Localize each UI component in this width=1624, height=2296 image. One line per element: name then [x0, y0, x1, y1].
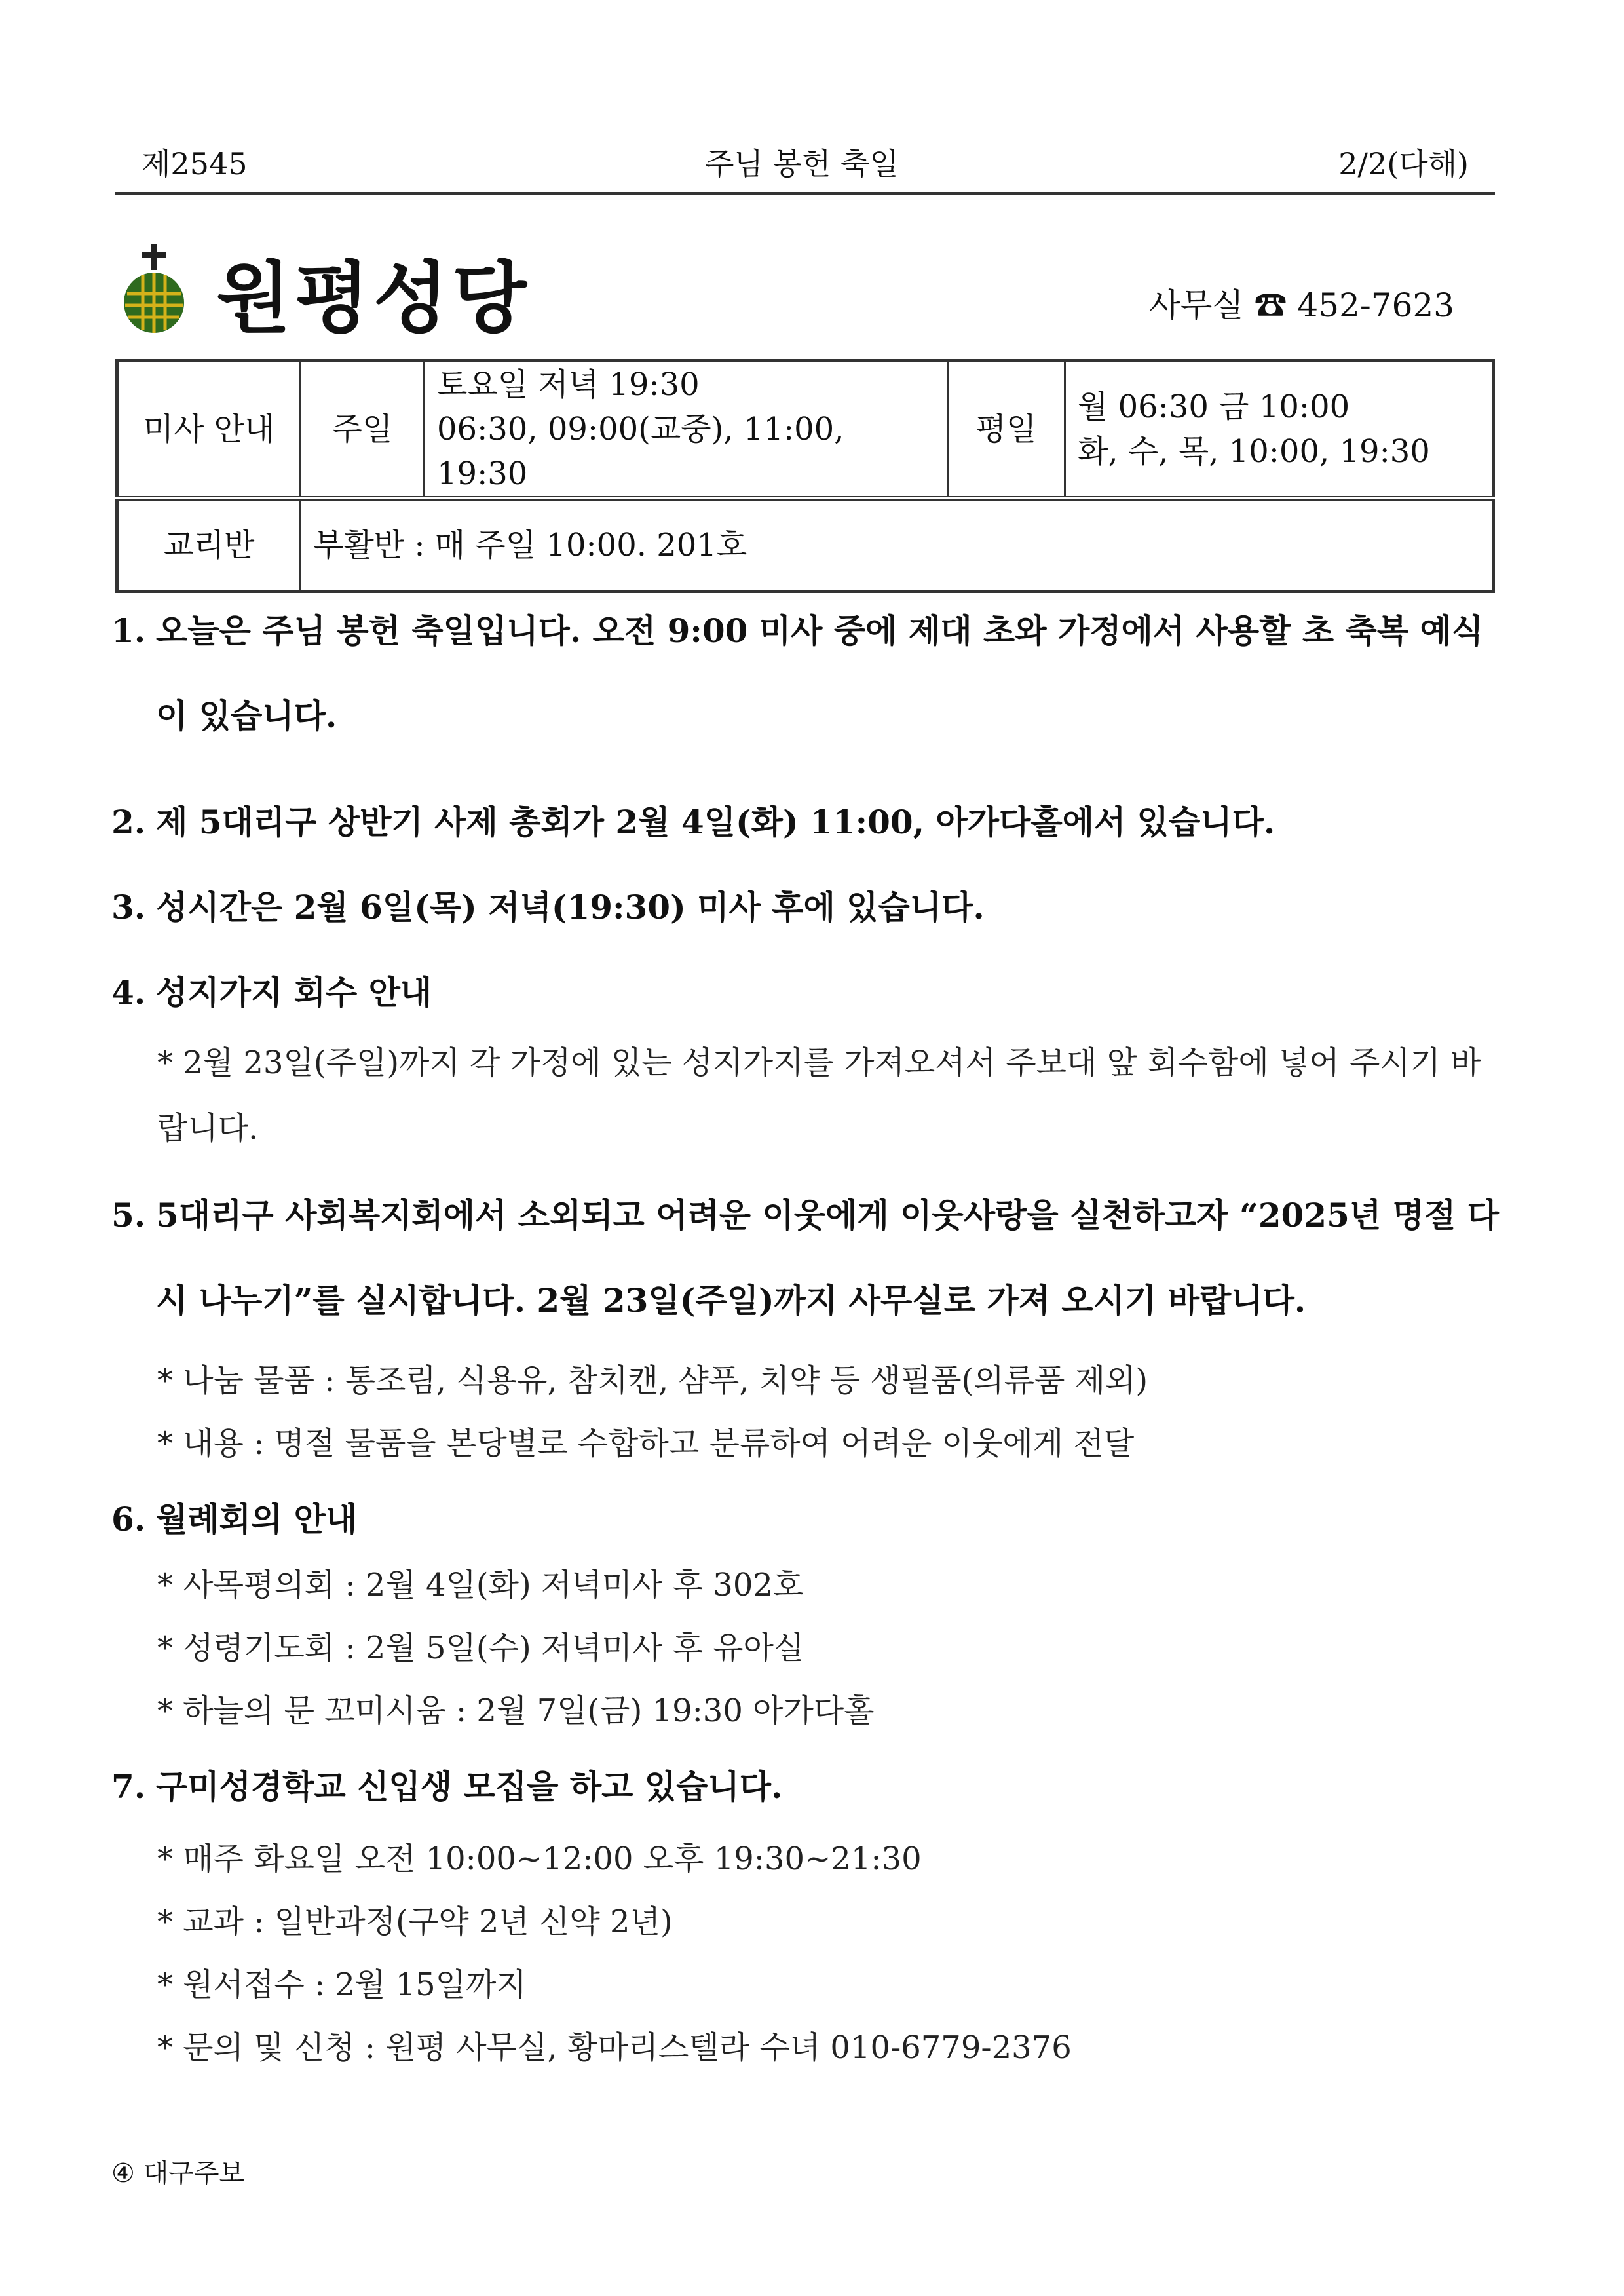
item-number: 7.: [111, 1767, 146, 1806]
sub-item: * 사목평의회 : 2월 4일(화) 저녁미사 후 302호: [157, 1567, 804, 1603]
announcement-item: [111, 886, 1500, 929]
sunday-times-line1: 토요일 저녁 19:30: [437, 366, 700, 403]
item-number: 1.: [111, 611, 146, 650]
parish-logo-row: [118, 236, 1494, 341]
sub-item: * 교과 : 일반과정(구약 2년 신약 2년): [157, 1904, 673, 1940]
item-text: 월례회의 안내: [156, 1500, 358, 1539]
phone-icon: ☎: [1254, 286, 1287, 324]
sunday-label-cell: 주일: [301, 361, 425, 499]
issue-number: 제2545: [142, 146, 248, 182]
sub-item: * 원서접수 : 2월 15일까지: [157, 1966, 527, 2003]
announcement-item: [111, 1498, 1500, 1541]
weekday-times-line1: 월 06:30 금 10:00: [1078, 389, 1350, 425]
feast-title: 주님 봉헌 축일: [705, 146, 899, 182]
item-text: 성시간은 2월 6일(목) 저녁(19:30) 미사 후에 있습니다.: [156, 888, 985, 927]
sub-item: * 문의 및 신청 : 원평 사무실, 황마리스텔라 수녀 010-6779-2376: [157, 2029, 1072, 2066]
office-contact: [1149, 279, 1454, 326]
sunday-times-line2: 06:30, 09:00(교중), 11:00, 19:30: [437, 411, 844, 492]
mass-label-cell: 미사 안내: [117, 361, 301, 499]
mass-schedule-table: [115, 359, 1495, 593]
announcement-item: [111, 801, 1500, 844]
item-number: 5.: [111, 1196, 146, 1234]
announcement-item: [111, 971, 1500, 1014]
catechism-label-cell: 교리반: [117, 499, 301, 592]
announcement-item: [111, 1765, 1500, 1808]
office-phone: 452-7623: [1297, 286, 1454, 324]
sub-item: * 매주 화요일 오전 10:00~12:00 오후 19:30~21:30: [157, 1841, 922, 1877]
footer-credit: ④ 대구주보: [111, 2158, 245, 2189]
parish-name: 원평성당: [216, 253, 531, 343]
bulletin-date: 2/2(다해): [1338, 146, 1469, 182]
church-globe-icon: [118, 242, 190, 334]
sunday-times-cell: [425, 361, 948, 499]
sub-item: * 2월 23일(주일)까지 각 가정에 있는 성지가지를 가져오셔서 주보대 앞 회수함에 넣어 주시기 바랍니다.: [157, 1044, 1481, 1147]
sub-item: * 하늘의 문 꼬미시움 : 2월 7일(금) 19:30 아가다홀: [157, 1693, 875, 1729]
item-text: 제 5대리구 상반기 사제 총회가 2월 4일(화) 11:00, 아가다홀에서 있습니다.: [156, 803, 1275, 841]
item-number: 2.: [111, 803, 146, 841]
sub-item: * 성령기도회 : 2월 5일(수) 저녁미사 후 유아실: [157, 1630, 804, 1666]
bulletin-header: [115, 122, 1495, 195]
weekday-label-cell: 평일: [948, 361, 1065, 499]
item-text: 오늘은 주님 봉헌 축일입니다. 오전 9:00 미사 중에 제대 초와 가정에서 사용할 초 축복 예식이 있습니다.: [156, 611, 1484, 735]
item-number: 4.: [111, 973, 146, 1012]
weekday-times-cell: [1065, 361, 1494, 499]
item-number: 3.: [111, 888, 146, 927]
announcement-item: [111, 1194, 1500, 1343]
catechism-value-cell: 부활반 : 매 주일 10:00. 201호: [301, 499, 1494, 592]
weekday-times-line2: 화, 수, 목, 10:00, 19:30: [1078, 433, 1430, 470]
item-text: 구미성경학교 신입생 모집을 하고 있습니다.: [156, 1767, 783, 1806]
item-text: 성지가지 회수 안내: [156, 973, 432, 1012]
sub-item: * 나눔 물품 : 통조림, 식용유, 참치캔, 샴푸, 치약 등 생필품(의류품 제외): [157, 1362, 1148, 1399]
sub-item: * 내용 : 명절 물품을 본당별로 수합하고 분류하여 어려운 이웃에게 전달: [157, 1425, 1135, 1462]
announcements: [111, 609, 1500, 2102]
office-label: 사무실: [1148, 286, 1244, 324]
item-text: 5대리구 사회복지회에서 소외되고 어려운 이웃에게 이웃사랑을 실천하고자 “2025년 명절 다시 나누기”를 실시합니다. 2월 23일(주일)까지 사무실로 가져 오시기 바랍니다.: [156, 1196, 1499, 1320]
announcement-item: [111, 609, 1500, 759]
item-number: 6.: [111, 1500, 146, 1539]
